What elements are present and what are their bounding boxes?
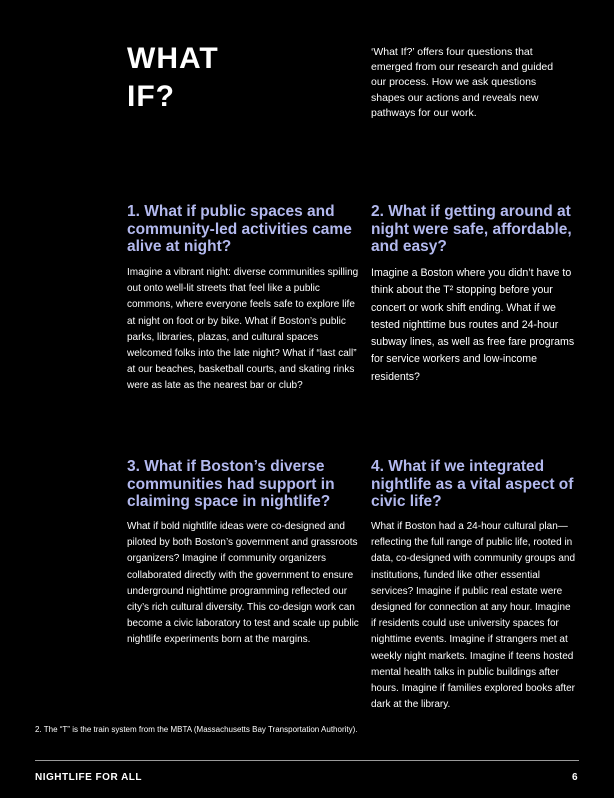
question-2-body: Imagine a Boston where you didn’t have to think about the T² stopping before your concert or work shift ending. What if we tested nighttime bus routes and 24-hour subway lines, as well as free fare programs for service workers and low-income residents? bbox=[371, 267, 575, 383]
question-1-body: Imagine a vibrant night: diverse communities spilling out onto well-lit streets that feel like a public commons, where everyone feels safe to explore life at night on foot or by bike. What if Boston’s public parks, libraries, plazas, and cultural spaces welcomed folks into the late night? What if “last call” at our beaches, basketball courts, and skating rinks were as late as the nearest bar or club? bbox=[127, 267, 359, 392]
question-3-body: What if bold nightlife ideas were co-designed and piloted by both Boston’s government and grassroots organizers? Imagine if community organizers collaborated directly with the government to ensure underground nighttime programming reflected our city’s rich cultural diversity. This co-design work can become a civic laboratory to test and scale up public nightlife experiments born at the margins. bbox=[127, 521, 359, 646]
title-line-1: WHAT bbox=[127, 42, 219, 75]
footer-publication-title: NIGHTLIFE FOR ALL bbox=[35, 772, 143, 783]
footnote: 2. The “T” is the train system from the MBTA (Massachusetts Bay Transportation Authority). bbox=[35, 725, 358, 734]
page-title bbox=[127, 40, 219, 116]
question-4-body: What if Boston had a 24-hour cultural plan—reflecting the full range of public life, rooted in data, co-designed with community groups and institutions, funded like other essential services? Imagine if public real estate were designed for connection at any hour. Imagine if residents could use university spaces for nighttime events. Imagine if strangers met at weekly night markets. Imagine if teens hosted mental health talks in public buildings after hours. Imagine if families explored books after dark at the library. bbox=[371, 521, 576, 711]
title-line-2: IF? bbox=[127, 80, 175, 113]
footer-divider bbox=[35, 760, 579, 761]
intro-text: ‘What If?’ offers four questions that emerged from our research and guided our process. How we ask questions shapes our actions and reveals new pathways for our work. bbox=[371, 46, 554, 119]
page-number: 6 bbox=[572, 772, 578, 783]
question-2-heading: 2. What if getting around at night were safe, affordable, and easy? bbox=[371, 203, 572, 255]
question-3-heading: 3. What if Boston’s diverse communities had support in claiming space in nightlife? bbox=[127, 458, 335, 510]
question-4-heading: 4. What if we integrated nightlife as a vital aspect of civic life? bbox=[371, 458, 574, 510]
question-1-heading: 1. What if public spaces and community-led activities came alive at night? bbox=[127, 203, 352, 255]
